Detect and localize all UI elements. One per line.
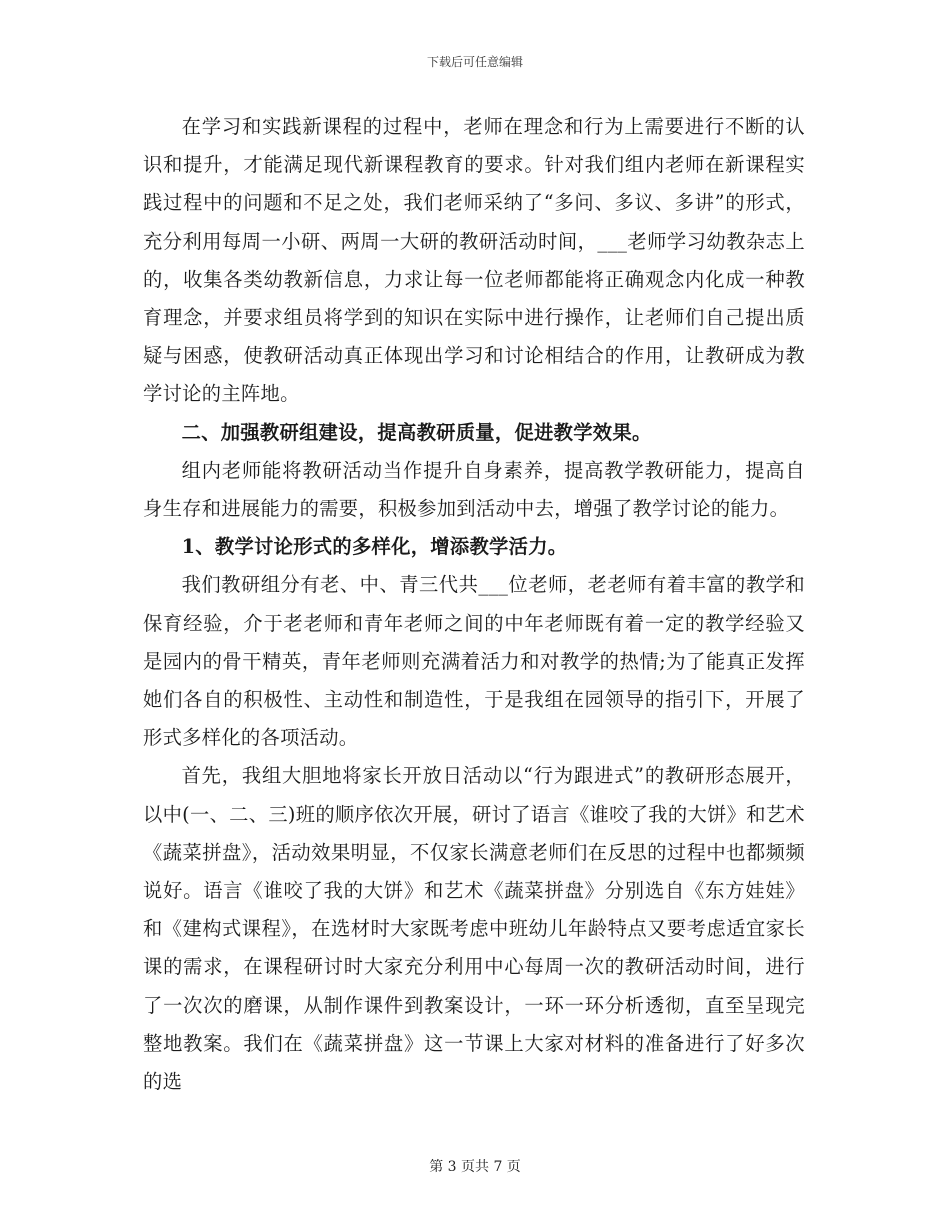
page-footer: 第 3 页共 7 页 — [429, 1159, 521, 1175]
page-header: 下载后可任意编辑 — [426, 55, 523, 69]
paragraph-1: 在学习和实践新课程的过程中，老师在理念和行为上需要进行不断的认识和提升，才能满足现代新课程教育的要求。针对我们组内老师在新课程实践过程中的问题和不足之处，我们老师采纳了“多问、多议、多讲”的形式，充分利用每周一小研、两周一大研的教研活动时间，___老师学习幼教杂志上的，收集各类幼教新信息，力求让每一位老师都能将正确观念内化成一种教育理念，并要求组员将学到的知识在实际中进行操作，让老师们自己提出质疑与困惑，使教研活动真正体现出学习和讨论相结合的作用，让教研成为教学讨论的主阵地。 — [143, 115, 805, 406]
section-heading-2: 二、加强教研组建设，提高教研质量，促进教学效果。 — [181, 420, 652, 444]
subsection-heading-1: 1、教学讨论形式的多样化，增添教学活力。 — [181, 535, 568, 559]
document-body — [143, 108, 805, 1101]
paragraph-4: 首先，我组大胆地将家长开放日活动以“行为跟进式”的教研形态展开，以中(一、二、三)班的顺序依次开展，研讨了语言《谁咬了我的大饼》和艺术《蔬菜拼盘》，活动效果明显，不仅家长满意老师们在反思的过程中也都频频说好。语言《谁咬了我的大饼》和艺术《蔬菜拼盘》分别选自《东方娃娃》和《建构式课程》，在选材时大家既考虑中班幼儿年龄特点又要考虑适宜家长课的需求，在课程研讨时大家充分利用中心每周一次的教研活动时间，进行了一次次的磨课，从制作课件到教案设计，一环一环分析透彻，直至呈现完整地教案。我们在《蔬菜拼盘》这一节课上大家对材料的准备进行了好多次的选 — [143, 764, 805, 1094]
paragraph-3: 我们教研组分有老、中、青三代共___位老师，老老师有着丰富的教学和保育经验，介于老老师和青年老师之间的中年老师既有着一定的教学经验又是园内的骨干精英，青年老师则充满着活力和对教学的热情;为了能真正发挥她们各自的积极性、主动性和制造性，于是我组在园领导的指引下，开展了形式多样化的各项活动。 — [143, 573, 805, 750]
paragraph-2: 组内老师能将教研活动当作提升自身素养，提高教学教研能力，提高自身生存和进展能力的需要，积极参加到活动中去，增强了教学讨论的能力。 — [143, 458, 805, 521]
